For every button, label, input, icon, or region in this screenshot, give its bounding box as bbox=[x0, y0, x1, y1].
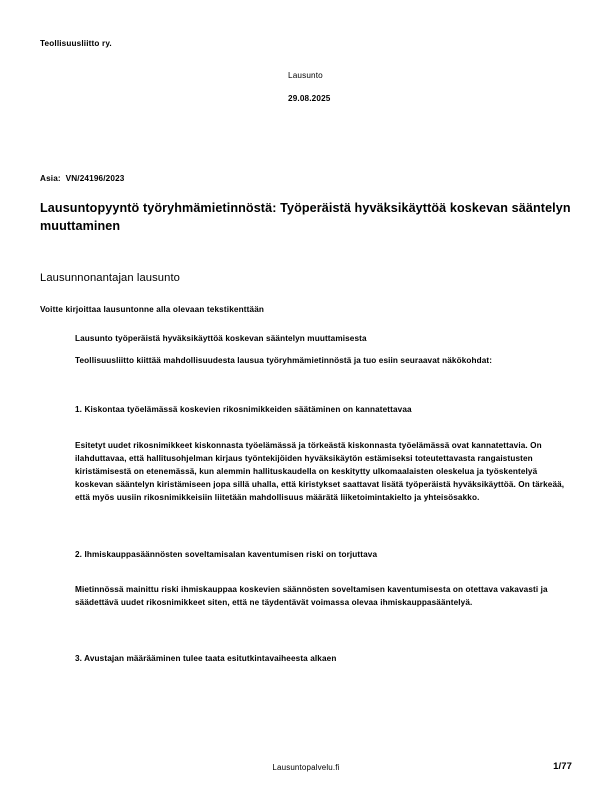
reference-number: Asia: VN/24196/2023 bbox=[40, 174, 125, 183]
page-title: Lausuntopyyntö työryhmämietinnöstä: Työperäistä hyväksikäyttöä koskevan sääntelyn muuttaminen bbox=[40, 201, 571, 233]
footer-page-number: 1/77 bbox=[553, 761, 572, 772]
footer-service-name: Lausuntopalvelu.fi bbox=[272, 763, 340, 772]
spacer bbox=[75, 417, 575, 439]
answer-body bbox=[75, 332, 575, 665]
spacer bbox=[75, 561, 575, 583]
prompt-text: Voitte kirjoittaa lausuntonne alla olevaan tekstikenttään bbox=[40, 305, 265, 314]
answer-section-heading-3: 3. Avustajan määrääminen tulee taata esitutkintavaiheesta alkaen bbox=[75, 654, 337, 664]
answer-section-heading-1: 1. Kiskontaa työelämässä koskevien rikosnimikkeiden säätäminen on kannatettavaa bbox=[75, 405, 412, 415]
spacer bbox=[75, 609, 575, 652]
section-heading-lausunnonantajan-lausunto: Lausunnonantajan lausunto bbox=[40, 272, 180, 284]
spacer bbox=[75, 345, 575, 354]
answer-section-heading-2: 2. Ihmiskauppasäännösten soveltamisalan kaventumisen riski on torjuttava bbox=[75, 549, 378, 559]
header-organization: Teollisuusliitto ry. bbox=[40, 39, 112, 48]
spacer bbox=[75, 505, 575, 548]
answer-section-body-1: Esitetyt uudet rikosnimikkeet kiskonnasta työelämässä ja törkeästä kiskonnasta työelämässä ovat kannatettavia. On ilahduttavaa, että hallitusohjelman kirjaus työntekijöiden hyväksikäytön estämiseksi toteutettavasta rangaistusten kiristämisestä on etenemässä, kun alemmin hallituskaudella on keskitytty ulkomaalaisten oleskelua ja työskentelyä koskevan sääntelyn kiristämiseen jopa sillä uhalla, että kiristykset saattavat lisätä työperäistä hyväksikäyttöä. On tärkeää, että myös uusiin rikosnimikkeisiin liitetään mahdollisuus määrätä liiketoimintakielto ja yhteisösakko. bbox=[75, 440, 565, 503]
header-document-kind: Lausunto bbox=[288, 71, 323, 80]
answer-section-body-2: Mietinnössä mainittu riski ihmiskauppaa koskevien säännösten soveltamisen kaventumisesta on otettava vakavasti ja säädettävä uudet rikosnimikkeet siten, että ne täydentävät voimassa olevaa ihmiskauppasääntelyä. bbox=[75, 584, 548, 608]
answer-intro-line: Lausunto työperäistä hyväksikäyttöä koskevan sääntelyn muuttamisesta bbox=[75, 334, 367, 343]
answer-intro-paragraph: Teollisuusliitto kiittää mahdollisuudesta lausua työryhmämietinnöstä ja tuo esiin seuraavat näkökohdat: bbox=[75, 356, 493, 366]
spacer bbox=[75, 367, 575, 403]
header-date: 29.08.2025 bbox=[288, 94, 331, 103]
